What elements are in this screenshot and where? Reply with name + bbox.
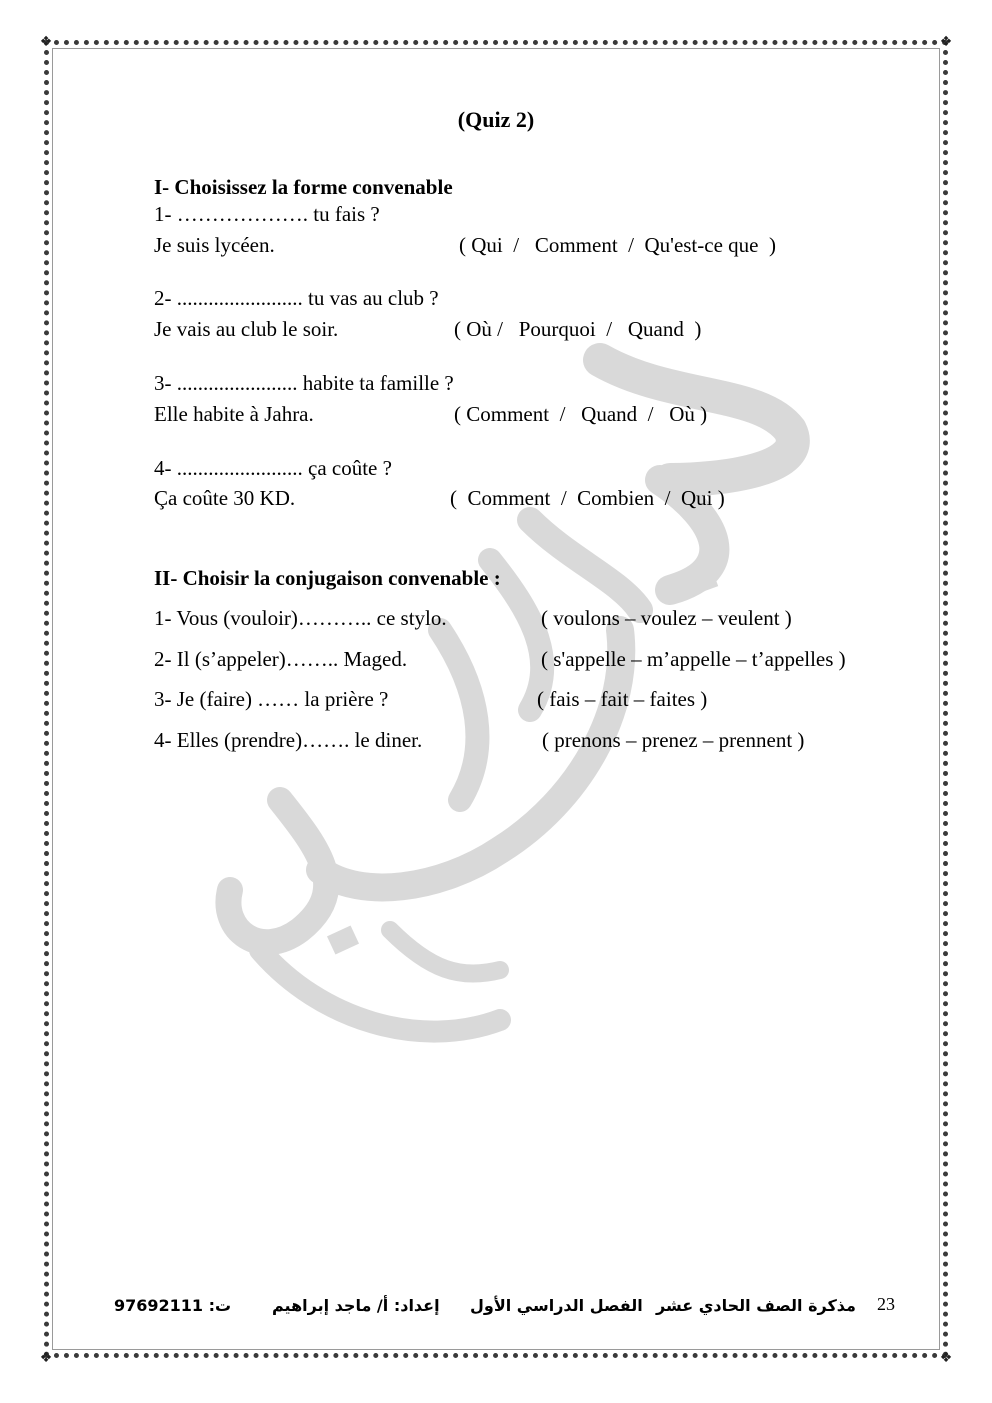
question-text: 1- ………………. tu fais ? bbox=[154, 202, 380, 226]
answer-text: Ça coûte 30 KD. bbox=[154, 486, 296, 510]
corner-ornament-icon: ❖ bbox=[39, 1350, 53, 1366]
choice-options: ( Comment / Quand / Où ) bbox=[454, 402, 708, 426]
section-heading: II- Choisir la conjugaison convenable : bbox=[154, 566, 501, 590]
conjugation-choices: ( fais – fait – faites ) bbox=[537, 687, 708, 711]
answer-text: Je suis lycéen. bbox=[154, 233, 275, 257]
corner-ornament-icon: ❖ bbox=[939, 34, 953, 50]
conjugation-sentence: 3- Je (faire) …… la prière ? bbox=[154, 687, 389, 711]
choice-options: ( Qui / Comment / Qu'est-ce que ) bbox=[459, 233, 776, 257]
footer-phone: ت: 97692111 bbox=[114, 1296, 232, 1315]
choice-options: ( Comment / Combien / Qui ) bbox=[450, 486, 725, 510]
page-footer bbox=[100, 1292, 900, 1322]
conjugation-sentence: 1- Vous (vouloir)……….. ce stylo. bbox=[154, 606, 447, 630]
footer-author: إعداد: أ/ ماجد إبراهيم bbox=[272, 1296, 440, 1315]
footer-semester: الفصل الدراسي الأول bbox=[470, 1296, 643, 1315]
conjugation-choices: ( prenons – prenez – prennent ) bbox=[542, 728, 805, 752]
answer-text: Je vais au club le soir. bbox=[154, 317, 339, 341]
answer-text: Elle habite à Jahra. bbox=[154, 402, 314, 426]
page-title: (Quiz 2) bbox=[457, 107, 535, 132]
corner-ornament-icon: ❖ bbox=[939, 1350, 953, 1366]
conjugation-sentence: 4- Elles (prendre)……. le diner. bbox=[154, 728, 423, 752]
page-number: 23 bbox=[877, 1294, 895, 1314]
choice-options: ( Où / Pourquoi / Quand ) bbox=[454, 317, 702, 341]
question-text: 3- ....................... habite ta famille ? bbox=[154, 371, 454, 395]
conjugation-sentence: 2- Il (s’appeler)…….. Maged. bbox=[154, 647, 408, 671]
question-text: 4- ........................ ça coûte ? bbox=[154, 456, 392, 480]
section-heading: I- Choisissez la forme convenable bbox=[154, 175, 453, 199]
conjugation-choices: ( voulons – voulez – veulent ) bbox=[541, 606, 792, 630]
conjugation-choices: ( s'appelle – m’appelle – t’appelles ) bbox=[541, 647, 846, 671]
corner-ornament-icon: ❖ bbox=[39, 34, 53, 50]
question-text: 2- ........................ tu vas au club ? bbox=[154, 286, 439, 310]
footer-notebook-title: مذكرة الصف الحادي عشر bbox=[656, 1296, 856, 1315]
